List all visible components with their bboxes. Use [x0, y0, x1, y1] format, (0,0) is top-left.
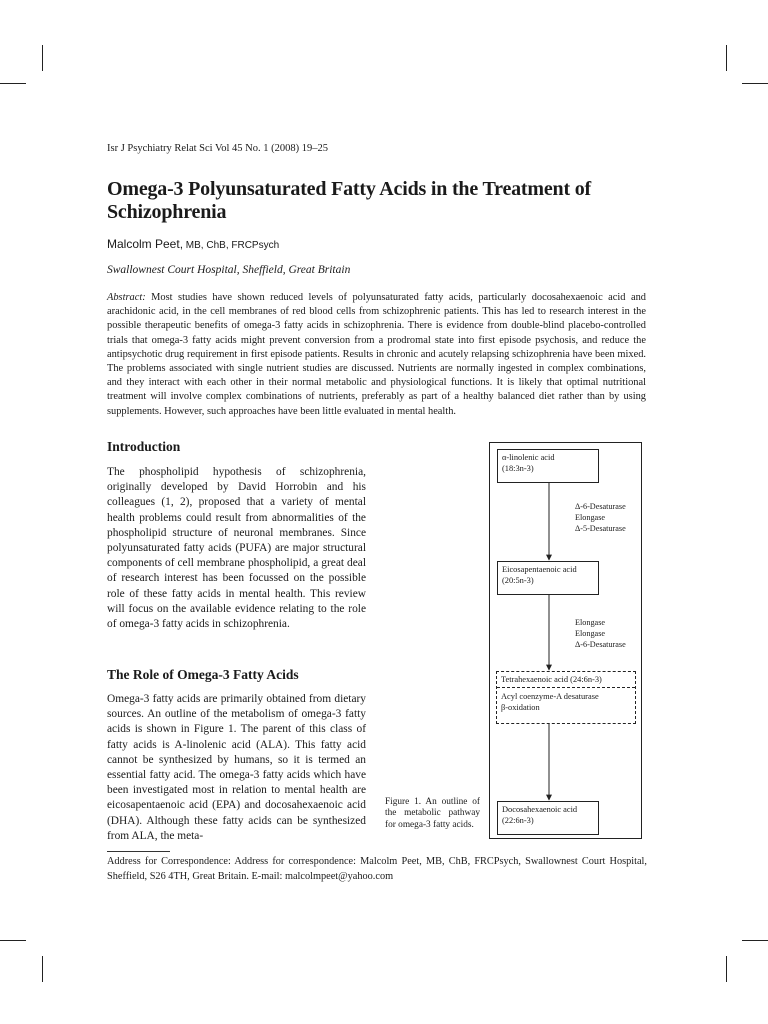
abstract-text: Most studies have shown reduced levels of polyunsaturated fatty acids, particularly docosahexaenoic acid and arachidonic acid, in the cell membranes of red blood cells from schizophrenic patients. This has led to research interest in the possible therapeutic benefits of omega-3 fatty acids in schizophrenia. There is evidence from double-blind placebo-controlled trials that omega-3 fatty acids might prevent conversion from a prodromal state into first episode psychosis, and reduce the antipsychotic drug requirement in first episode patients. Results in chronic and acutely relapsing schizophrenia have been mixed. The problems associated with single nutrient studies are discussed. Nutrients are normally ingested in complex combinations, and they interact with each other in their normal metabolic and physiological functions. It is likely that optimal nutritional treatment will involve complex combinations of nutrients, preferably as part of a healthy balanced diet rather than by using supplements. However, such approaches have been little evaluated in mental health. — [107, 292, 646, 417]
introduction-paragraph: The phospholipid hypothesis of schizophrenia, originally developed by David Horrobin and his colleagues (1, 2), proposed that a variety of mental health problems could result from abnormalities of the phospholipid structure of neuronal membranes. Since polyunsaturated fatty acids (PUFA) are major structural components of cell membrane phospholipid, a great deal of research interest has been focussed on the possible role of these fatty acids in mental health. This review will focus on the available evidence relating to the role of omega-3 fatty acids in schizophrenia. — [107, 466, 366, 631]
abstract-label: Abstract: — [107, 292, 146, 303]
figure-caption: Figure 1. An outline of the metabolic pathway for omega-3 fatty acids. — [385, 797, 480, 830]
crop-mark — [42, 956, 43, 982]
node-tetrahexaenoic — [496, 671, 636, 724]
section-heading-omega3: The Role of Omega-3 Fatty Acids — [107, 667, 299, 682]
metabolic-pathway-figure — [489, 442, 642, 839]
section-heading-introduction: Introduction — [107, 439, 181, 454]
crop-mark — [726, 45, 727, 71]
author-name: Malcolm Peet, — [107, 237, 184, 251]
node-dha-name: Docosahexaenoic acid — [502, 805, 578, 814]
author-degrees: MB, ChB, FRCPsych — [183, 240, 280, 251]
crop-mark — [0, 83, 26, 84]
crop-mark — [726, 956, 727, 982]
journal-reference: Isr J Psychiatry Relat Sci Vol 45 No. 1 (2008) 19–25 — [107, 143, 328, 154]
node-epa-name: Eicosapentaenoic acid — [502, 565, 577, 574]
enzymes-step-1 — [575, 501, 626, 534]
node-ala-name: α-linolenic acid — [502, 453, 555, 462]
crop-mark — [742, 83, 768, 84]
node-ala-formula: (18:3n-3) — [502, 464, 534, 473]
enzyme-label: Δ-6-Desaturase — [575, 640, 626, 649]
node-epa-formula: (20:5n-3) — [502, 576, 534, 585]
enzyme-label: Δ-6-Desaturase — [575, 502, 626, 511]
node-dha-formula: (22:6n-3) — [502, 816, 534, 825]
enzyme-label: Δ-5-Desaturase — [575, 524, 626, 533]
node-epa — [497, 561, 599, 595]
node-ala — [497, 449, 599, 483]
omega3-paragraph: Omega-3 fatty acids are primarily obtained from dietary sources. An outline of the metabolism of omega-3 fatty acids is shown in Figure 1. The parent of this class of fatty acids is A-linolenic acid (ALA). This fatty acid cannot be synthesized by humans, so it is termed an essential fatty acid. The omega-3 fatty acids which have been investigated most in relation to mental health are eicosapentaenoic acid (EPA) and docosahexaenoic acid (DHA). Although these fatty acids can be synthesized from ALA, the meta- — [107, 693, 366, 842]
node-tetrahexaenoic-name: Tetrahexaenoic acid (24:6n-3) — [501, 675, 602, 684]
enzyme-label: Elongase — [575, 629, 606, 638]
enzyme-label: Acyl coenzyme-A desaturase — [501, 692, 599, 701]
dashed-divider — [497, 687, 635, 688]
footnote-rule — [107, 851, 170, 852]
enzymes-step-2 — [575, 617, 626, 650]
crop-mark — [742, 940, 768, 941]
article-title: Omega-3 Polyunsaturated Fatty Acids in the Treatment of Schizophrenia — [107, 178, 591, 223]
abstract — [107, 291, 646, 419]
enzyme-label: Elongase — [575, 513, 606, 522]
crop-mark — [42, 45, 43, 71]
enzyme-label: β-oxidation — [501, 703, 540, 712]
author-line — [107, 237, 279, 251]
crop-mark — [0, 940, 26, 941]
enzyme-label: Elongase — [575, 618, 606, 627]
node-dha — [497, 801, 599, 835]
affiliation: Swallownest Court Hospital, Sheffield, Great Britain — [107, 264, 351, 276]
correspondence-footnote: Address for Correspondence: Address for correspondence: Malcolm Peet, MB, ChB, FRCPsych, Swallownest Court Hospital, Sheffield, S26 4TH, Great Britain. E-mail: malcolmpeet@yahoo.com — [107, 856, 647, 882]
